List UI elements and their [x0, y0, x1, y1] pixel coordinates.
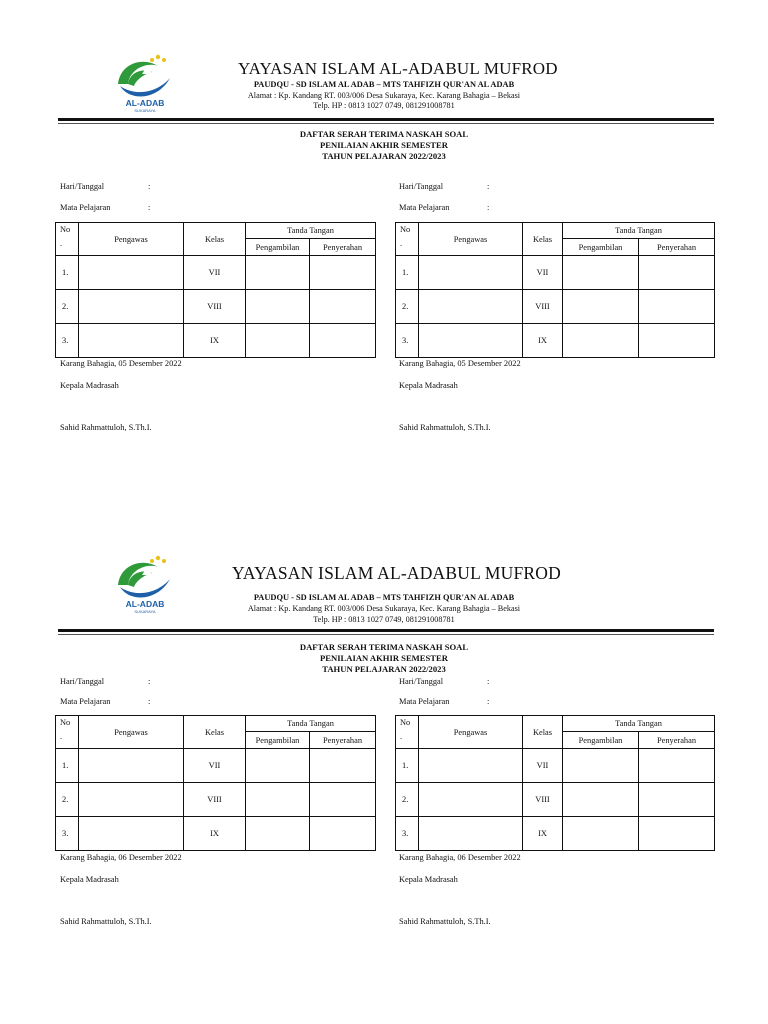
- subject-label: Mata Pelajaran: [60, 697, 111, 706]
- class-cell: VII: [523, 256, 563, 290]
- subject-field-right: [399, 697, 490, 706]
- svg-text:AL-ADAB: AL-ADAB: [125, 98, 165, 108]
- doc-title-line3: TAHUN PELAJARAN 2022/2023: [322, 664, 446, 674]
- doc-title-line2: PENILAIAN AKHIR SEMESTER: [320, 140, 448, 150]
- supervisor-cell[interactable]: [419, 817, 523, 851]
- colon: :: [487, 182, 490, 191]
- place-date: Karang Bahagia, 05 Desember 2022: [60, 359, 182, 368]
- row-number: 1.: [56, 749, 79, 783]
- pickup-signature-cell[interactable]: [246, 783, 310, 817]
- handover-table-right: [395, 222, 715, 358]
- pickup-signature-cell[interactable]: [246, 817, 310, 851]
- table-row: [396, 817, 715, 851]
- date-field-left: [60, 182, 151, 191]
- logo: [112, 553, 178, 615]
- pickup-signature-cell[interactable]: [563, 256, 639, 290]
- signature-header: Tanda Tangan: [246, 716, 376, 732]
- handover-header: Penyerahan: [310, 732, 376, 749]
- position-title: Kepala Madrasah: [60, 381, 119, 390]
- table-row: [56, 290, 376, 324]
- pickup-signature-cell[interactable]: [563, 783, 639, 817]
- table-row: [56, 817, 376, 851]
- signature-header: Tanda Tangan: [563, 716, 715, 732]
- pickup-header: Pengambilan: [563, 239, 639, 256]
- form-section-2: [0, 495, 768, 975]
- table-row: [56, 783, 376, 817]
- date-label: Hari/Tanggal: [399, 182, 444, 191]
- class-cell: VIII: [184, 290, 246, 324]
- signatory-name: Sahid Rahmattuloh, S.Th.I.: [60, 917, 152, 926]
- row-number: 2.: [56, 783, 79, 817]
- class-cell: VII: [523, 749, 563, 783]
- supervisor-cell[interactable]: [79, 256, 184, 290]
- form-section-1: [0, 0, 768, 480]
- pickup-signature-cell[interactable]: [246, 290, 310, 324]
- schools-line: PAUDQU - SD ISLAM AL ADAB – MTS TAHFIZH QUR'AN AL ADAB: [253, 593, 515, 602]
- class-cell: VII: [184, 256, 246, 290]
- signatory-name: Sahid Rahmattuloh, S.Th.I.: [60, 423, 152, 432]
- pickup-signature-cell[interactable]: [563, 749, 639, 783]
- doc-title-line2: PENILAIAN AKHIR SEMESTER: [320, 653, 448, 663]
- doc-title-line1: DAFTAR SERAH TERIMA NASKAH SOAL: [299, 129, 469, 139]
- signatory-name: Sahid Rahmattuloh, S.Th.I.: [399, 917, 491, 926]
- pickup-signature-cell[interactable]: [246, 749, 310, 783]
- org-name: YAYASAN ISLAM AL-ADABUL MUFROD: [232, 563, 561, 583]
- table-row: [56, 256, 376, 290]
- address-line: Alamat : Kp. Kandang RT. 003/006 Desa Sukaraya, Kec. Karang Bahagia – Bekasi: [247, 91, 521, 100]
- handover-signature-cell[interactable]: [639, 324, 715, 358]
- date-field-left: [60, 677, 151, 686]
- handover-signature-cell[interactable]: [639, 256, 715, 290]
- header-rule: [58, 118, 714, 121]
- svg-text:SUKARAYA: SUKARAYA: [134, 609, 156, 614]
- date-label: Hari/Tanggal: [60, 182, 105, 191]
- org-name: YAYASAN ISLAM AL-ADABUL MUFROD: [238, 59, 558, 78]
- signature-header: Tanda Tangan: [246, 223, 376, 239]
- row-number: 3.: [56, 817, 79, 851]
- subject-label: Mata Pelajaran: [399, 697, 450, 706]
- phone-line: Telp. HP : 0813 1027 0749, 081291008781: [313, 615, 455, 624]
- supervisor-cell[interactable]: [79, 783, 184, 817]
- svg-text:SUKARAYA: SUKARAYA: [134, 108, 156, 113]
- class-cell: VIII: [523, 290, 563, 324]
- handover-table-left: [55, 222, 376, 358]
- colon: :: [487, 697, 490, 706]
- handover-signature-cell[interactable]: [639, 290, 715, 324]
- class-header: Kelas: [184, 716, 246, 749]
- signatory-name: Sahid Rahmattuloh, S.Th.I.: [399, 423, 491, 432]
- row-number: 1.: [396, 256, 419, 290]
- place-date: Karang Bahagia, 06 Desember 2022: [399, 853, 521, 862]
- pickup-header: Pengambilan: [563, 732, 639, 749]
- class-cell: VIII: [184, 783, 246, 817]
- header-rule-thin: [58, 634, 714, 635]
- handover-signature-cell[interactable]: [639, 749, 715, 783]
- handover-table-left: [55, 715, 376, 851]
- phone-line: Telp. HP : 0813 1027 0749, 081291008781: [313, 101, 455, 110]
- supervisor-header: Pengawas: [419, 716, 523, 749]
- date-label: Hari/Tanggal: [399, 677, 444, 686]
- no-header: No .: [56, 716, 79, 749]
- pickup-signature-cell[interactable]: [563, 324, 639, 358]
- row-number: 1.: [396, 749, 419, 783]
- handover-header: Penyerahan: [639, 239, 715, 256]
- supervisor-header: Pengawas: [79, 716, 184, 749]
- supervisor-cell[interactable]: [419, 256, 523, 290]
- pickup-signature-cell[interactable]: [246, 256, 310, 290]
- position-title: Kepala Madrasah: [399, 381, 458, 390]
- schools-line: PAUDQU - SD ISLAM AL ADAB – MTS TAHFIZH QUR'AN AL ADAB: [253, 80, 515, 89]
- colon: :: [487, 677, 490, 686]
- place-date: Karang Bahagia, 05 Desember 2022: [399, 359, 521, 368]
- colon: :: [148, 677, 151, 686]
- pickup-signature-cell[interactable]: [563, 817, 639, 851]
- address-line: Alamat : Kp. Kandang RT. 003/006 Desa Sukaraya, Kec. Karang Bahagia – Bekasi: [247, 604, 521, 613]
- header-rule: [58, 629, 714, 632]
- pickup-signature-cell[interactable]: [563, 290, 639, 324]
- colon: :: [148, 182, 151, 191]
- table-row: [396, 256, 715, 290]
- colon: :: [487, 203, 490, 212]
- svg-text:AL-ADAB: AL-ADAB: [125, 599, 165, 609]
- pickup-header: Pengambilan: [246, 239, 310, 256]
- handover-signature-cell[interactable]: [310, 749, 376, 783]
- class-cell: IX: [523, 324, 563, 358]
- supervisor-cell[interactable]: [419, 324, 523, 358]
- row-number: 2.: [56, 290, 79, 324]
- supervisor-header: Pengawas: [79, 223, 184, 256]
- supervisor-cell[interactable]: [79, 324, 184, 358]
- subject-field-left: [60, 697, 151, 706]
- pickup-header: Pengambilan: [246, 732, 310, 749]
- row-number: 1.: [56, 256, 79, 290]
- position-title: Kepala Madrasah: [60, 875, 119, 884]
- handover-header: Penyerahan: [310, 239, 376, 256]
- date-field-right: [399, 677, 490, 686]
- supervisor-cell[interactable]: [79, 290, 184, 324]
- supervisor-header: Pengawas: [419, 223, 523, 256]
- no-header: No .: [396, 716, 419, 749]
- handover-signature-cell[interactable]: [310, 290, 376, 324]
- handover-signature-cell[interactable]: [639, 783, 715, 817]
- handover-signature-cell[interactable]: [310, 324, 376, 358]
- doc-title-line3: TAHUN PELAJARAN 2022/2023: [322, 151, 446, 161]
- supervisor-cell[interactable]: [79, 817, 184, 851]
- supervisor-cell[interactable]: [419, 783, 523, 817]
- supervisor-cell[interactable]: [419, 290, 523, 324]
- class-cell: VIII: [523, 783, 563, 817]
- handover-table-right: [395, 715, 715, 851]
- row-number: 3.: [396, 324, 419, 358]
- class-cell: IX: [184, 324, 246, 358]
- row-number: 2.: [396, 783, 419, 817]
- subject-label: Mata Pelajaran: [60, 203, 111, 212]
- logo: [112, 52, 178, 114]
- position-title: Kepala Madrasah: [399, 875, 458, 884]
- class-cell: IX: [523, 817, 563, 851]
- handover-signature-cell[interactable]: [639, 817, 715, 851]
- al-adab-logo-icon: [112, 553, 178, 615]
- supervisor-cell[interactable]: [419, 749, 523, 783]
- handover-signature-cell[interactable]: [310, 783, 376, 817]
- signature-header: Tanda Tangan: [563, 223, 715, 239]
- handover-header: Penyerahan: [639, 732, 715, 749]
- table-row: [396, 290, 715, 324]
- table-row: [56, 324, 376, 358]
- class-header: Kelas: [523, 716, 563, 749]
- no-header: No .: [56, 223, 79, 256]
- row-number: 3.: [396, 817, 419, 851]
- colon: :: [148, 203, 151, 212]
- table-row: [396, 749, 715, 783]
- al-adab-logo-icon: [112, 52, 178, 114]
- handover-signature-cell[interactable]: [310, 817, 376, 851]
- supervisor-cell[interactable]: [79, 749, 184, 783]
- header-rule-thin: [58, 123, 714, 124]
- class-header: Kelas: [184, 223, 246, 256]
- row-number: 2.: [396, 290, 419, 324]
- no-header: No .: [396, 223, 419, 256]
- table-row: [396, 783, 715, 817]
- subject-field-right: [399, 203, 490, 212]
- doc-title-line1: DAFTAR SERAH TERIMA NASKAH SOAL: [299, 642, 469, 652]
- table-row: [56, 749, 376, 783]
- handover-signature-cell[interactable]: [310, 256, 376, 290]
- row-number: 3.: [56, 324, 79, 358]
- class-cell: IX: [184, 817, 246, 851]
- pickup-signature-cell[interactable]: [246, 324, 310, 358]
- table-row: [396, 324, 715, 358]
- date-field-right: [399, 182, 490, 191]
- class-header: Kelas: [523, 223, 563, 256]
- subject-field-left: [60, 203, 151, 212]
- place-date: Karang Bahagia, 06 Desember 2022: [60, 853, 182, 862]
- subject-label: Mata Pelajaran: [399, 203, 450, 212]
- date-label: Hari/Tanggal: [60, 677, 105, 686]
- class-cell: VII: [184, 749, 246, 783]
- colon: :: [148, 697, 151, 706]
